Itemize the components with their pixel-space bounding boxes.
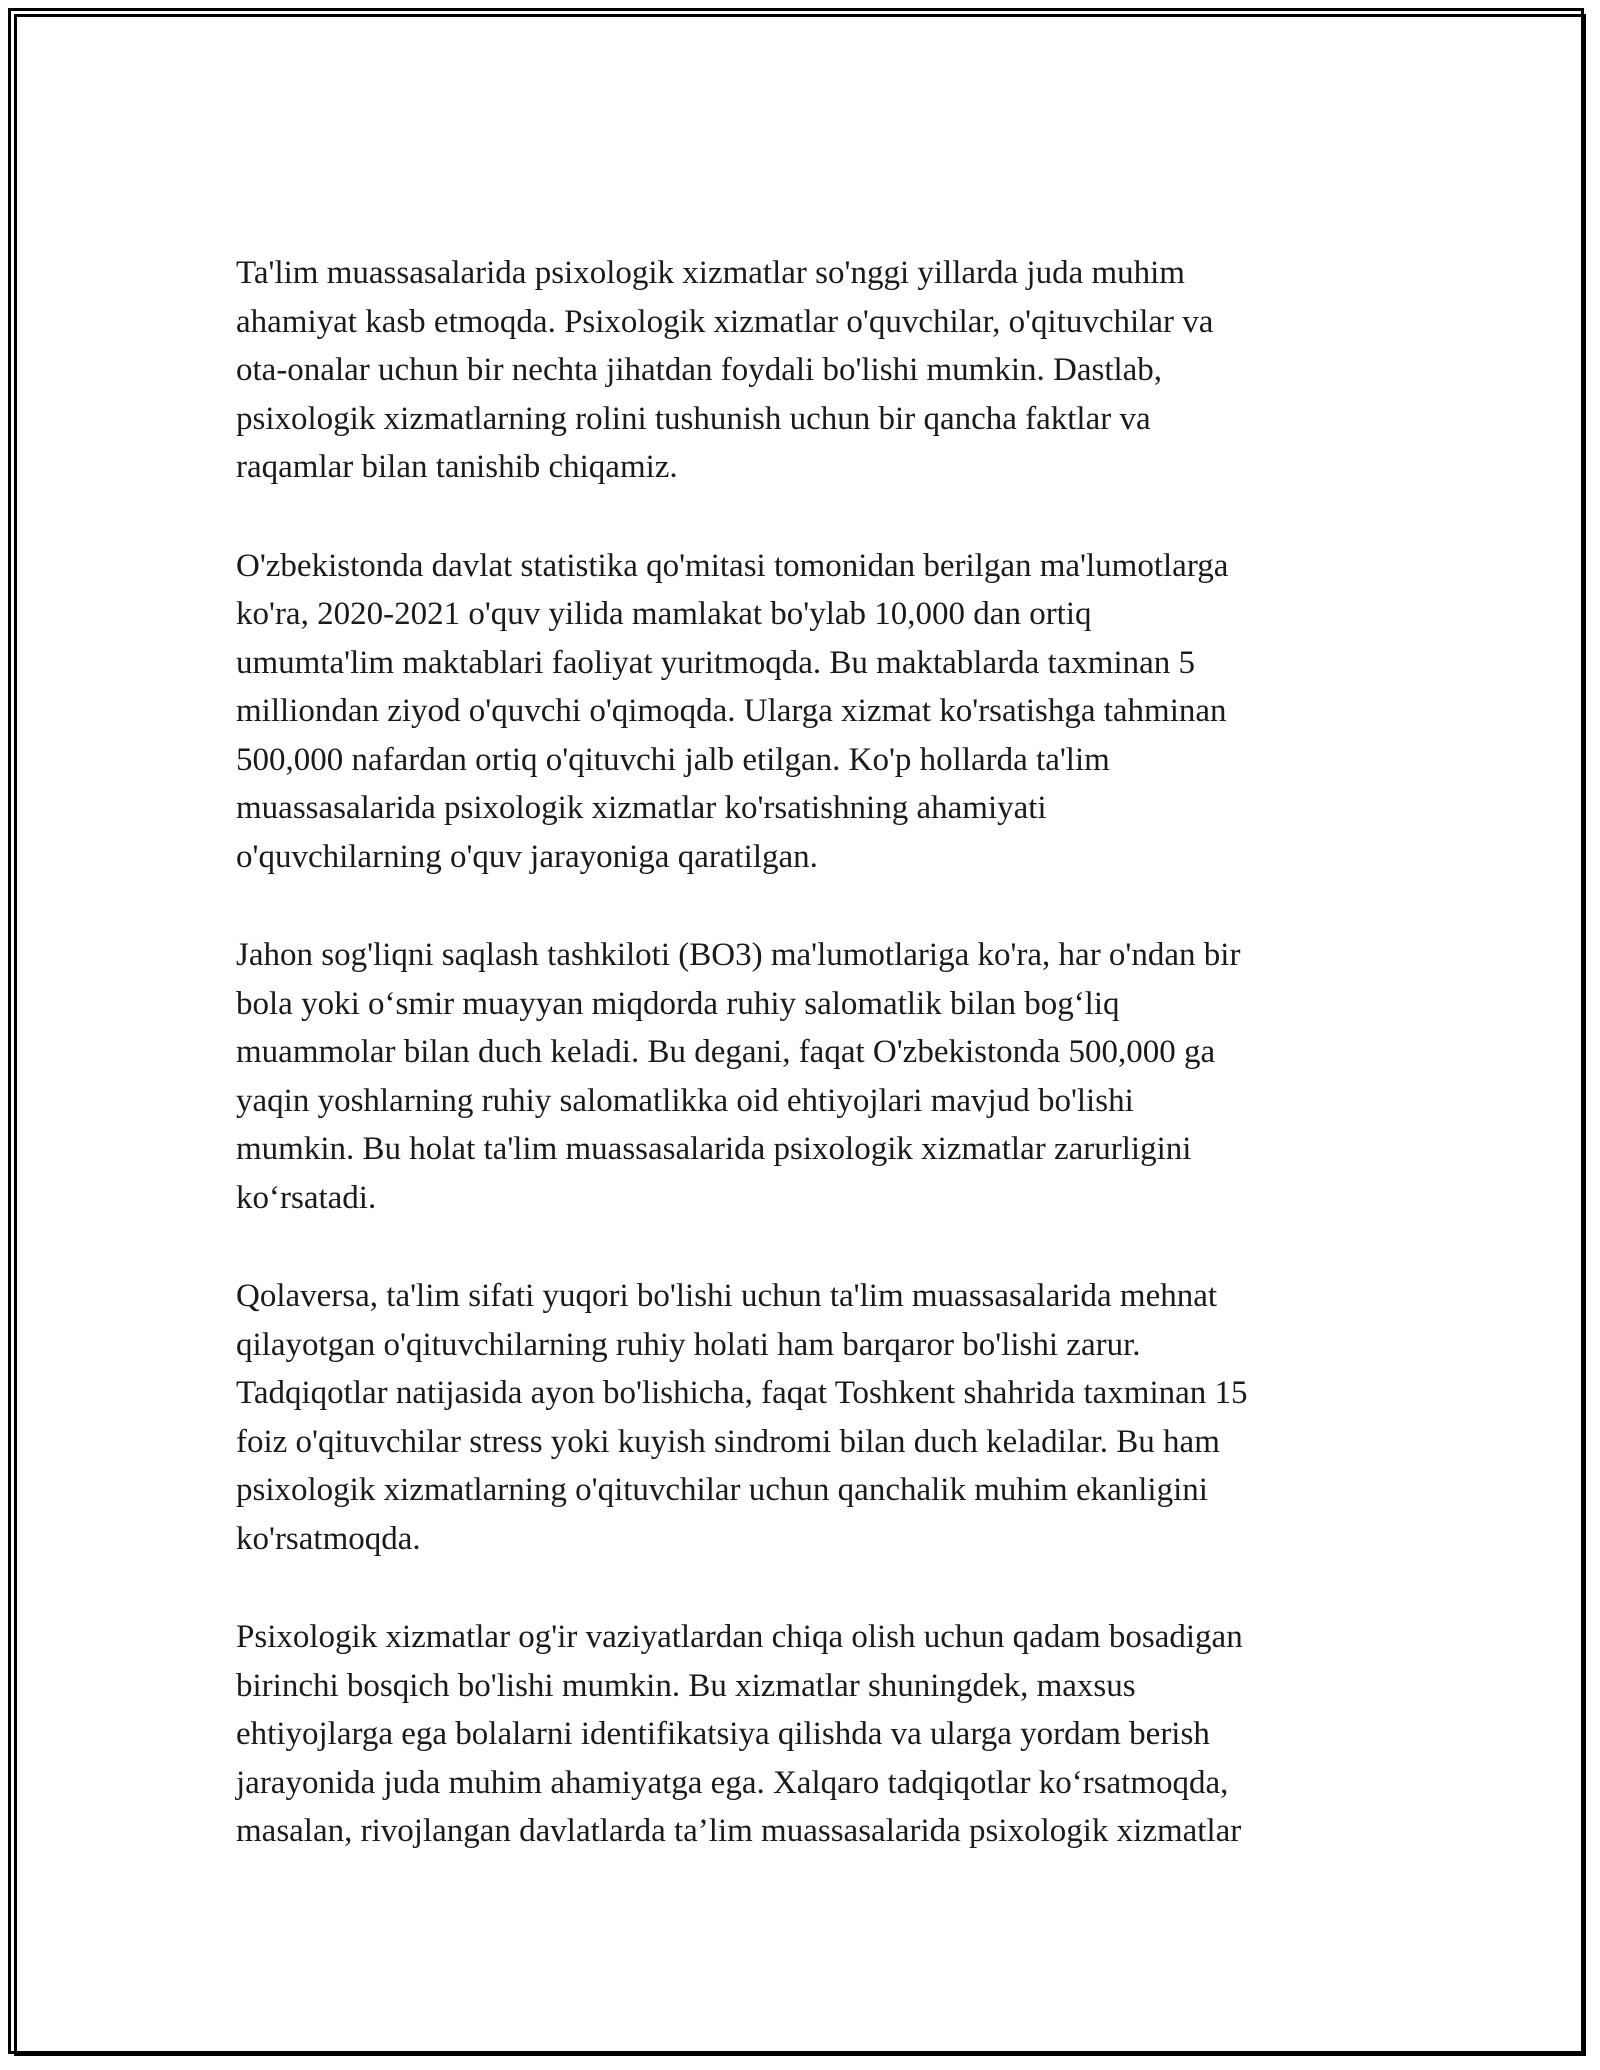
text-line: jarayonida juda muhim ahamiyatga ega. Xalqaro tadqiqotlar ko‘rsatmoqda,: [236, 1764, 1229, 1801]
text-line: Ta'lim muassasalarida psixologik xizmatlar so'nggi yillarda juda muhim: [236, 255, 1185, 291]
text-line: psixologik xizmatlarning o'qituvchilar uchun qanchalik muhim ekanligini: [236, 1472, 1208, 1508]
text-line: o'quvchilarning o'quv jarayoniga qaratilgan.: [236, 838, 818, 875]
text-line: raqamlar bilan tanishib chiqamiz.: [236, 449, 678, 485]
text-line: umumta'lim maktablari faoliyat yuritmoqda. Bu maktablarda taxminan 5: [236, 644, 1196, 681]
text-line: birinchi bosqich bo'lishi mumkin. Bu xizmatlar shuningdek, maxsus: [236, 1667, 1136, 1704]
text-line: 500,000 nafardan ortiq o'qituvchi jalb etilgan. Ko'p hollarda ta'lim: [236, 741, 1110, 778]
text-line: ko'rsatmoqda.: [236, 1520, 421, 1557]
text-line: Jahon sog'liqni saqlash tashkiloti (BO3) ma'lumotlariga ko'ra, har o'ndan bir: [236, 937, 1241, 973]
text-line: qilayotgan o'qituvchilarning ruhiy holati ham barqaror bo'lishi zarur.: [236, 1326, 1141, 1363]
text-line: ota-onalar uchun bir nechta jihatdan foydali bo'lishi mumkin. Dastlab,: [236, 352, 1163, 388]
text-line: muammolar bilan duch keladi. Bu degani, faqat O'zbekistonda 500,000 ga: [236, 1034, 1216, 1070]
text-line: ahamiyat kasb etmoqda. Psixologik xizmatlar o'quvchilar, o'qituvchilar va: [236, 303, 1214, 340]
text-line: masalan, rivojlangan davlatlarda ta’lim muassasalarida psixologik xizmatlar: [236, 1813, 1242, 1849]
text-line: foiz o'qituvchilar stress yoki kuyish sindromi bilan duch keladilar. Bu ham: [236, 1423, 1220, 1460]
text-line: mumkin. Bu holat ta'lim muassasalarida psixologik xizmatlar zarurligini: [236, 1131, 1192, 1167]
paragraph-1: [236, 249, 1386, 492]
text-line: Qolaversa, ta'lim sifati yuqori bo'lishi uchun ta'lim muassasalarida mehnat: [236, 1278, 1218, 1314]
text-line: psixologik xizmatlarning rolini tushunish uchun bir qancha faktlar va: [236, 400, 1151, 437]
text-line: muassasalarida psixologik xizmatlar ko'rsatishning ahamiyati: [236, 790, 1047, 826]
text-line: Psixologik xizmatlar og'ir vaziyatlardan chiqa olish uchun qadam bosadigan: [236, 1619, 1243, 1655]
text-line: Tadqiqotlar natijasida ayon bo'lishicha, faqat Toshkent shahrida taxminan 15: [236, 1375, 1248, 1411]
text-line: yaqin yoshlarning ruhiy salomatlikka oid ehtiyojlari mavjud bo'lishi: [236, 1082, 1134, 1119]
text-line: O'zbekistonda davlat statistika qo'mitasi tomonidan berilgan ma'lumotlarga: [236, 547, 1229, 584]
document-body: [236, 249, 1386, 1906]
paragraph-4: [236, 1272, 1386, 1563]
text-line: ehtiyojlarga ega bolalarni identifikatsiya qilishda va ularga yordam berish: [236, 1716, 1210, 1752]
text-line: ko'ra, 2020-2021 o'quv yilida mamlakat bo'ylab 10,000 dan ortiq: [236, 596, 1092, 632]
text-line: milliondan ziyod o'quvchi o'qimoqda. Ularga xizmat ko'rsatishga tahminan: [236, 693, 1227, 729]
text-line: ko‘rsatadi.: [236, 1179, 377, 1216]
paragraph-5: [236, 1613, 1386, 1856]
paragraph-2: [236, 542, 1386, 882]
text-line: bola yoki o‘smir muayyan miqdorda ruhiy salomatlik bilan bog‘liq: [236, 985, 1120, 1022]
paragraph-3: [236, 931, 1386, 1222]
